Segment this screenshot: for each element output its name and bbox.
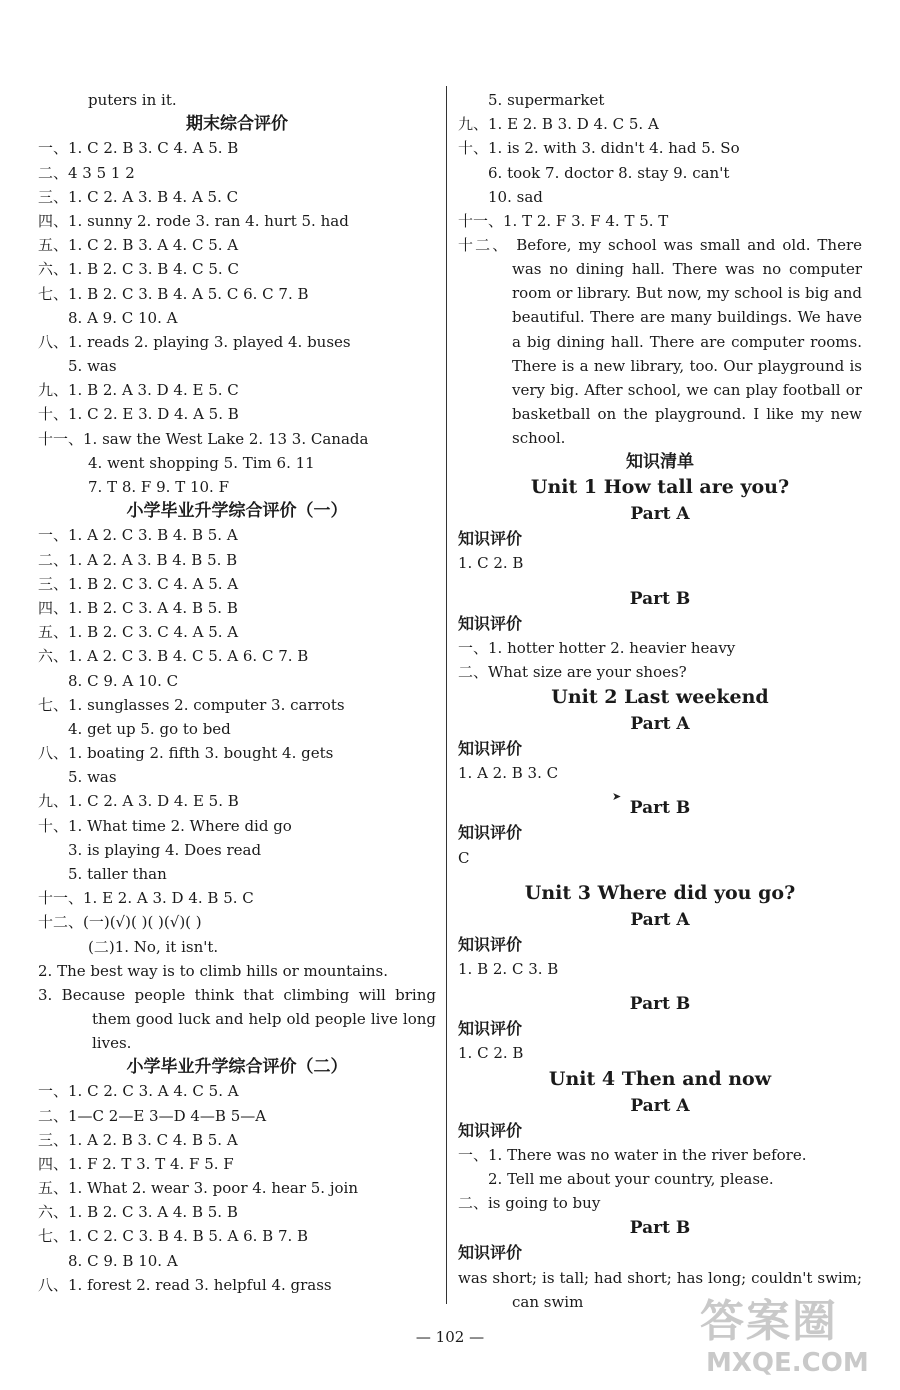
- unit-heading: Unit 1 How tall are you?: [530, 476, 790, 499]
- answer-paragraph: 2. The best way is to climb hills or mountains.: [38, 961, 389, 980]
- knowledge-eval-label: 知识评价: [458, 1019, 523, 1039]
- answer-line: 十、1. C 2. E 3. D 4. A 5. B: [38, 405, 239, 424]
- pen-mark-icon: ➤: [612, 790, 622, 803]
- answer-line: 8. A 9. C 10. A: [68, 308, 178, 327]
- answer-line: 一、1. C 2. C 3. A 4. C 5. A: [38, 1082, 239, 1101]
- knowledge-eval-label: 知识评价: [458, 1120, 523, 1140]
- part-heading: Part B: [629, 798, 691, 819]
- answer-line: 四、1. B 2. C 3. A 4. B 5. B: [38, 598, 238, 617]
- part-heading: Part B: [629, 1218, 691, 1239]
- answer-line: 1. C 2. B: [458, 1044, 524, 1063]
- section-heading: 知识清单: [626, 451, 694, 472]
- answer-line: 二、is going to buy: [458, 1194, 601, 1213]
- unit-heading: Unit 2 Last weekend: [551, 686, 769, 709]
- answer-line: 10. sad: [488, 187, 543, 206]
- spacer: [458, 981, 862, 991]
- answer-line: 7. T 8. F 9. T 10. F: [88, 478, 229, 496]
- part-heading: Part A: [630, 909, 690, 930]
- knowledge-eval-label: 知识评价: [458, 613, 523, 633]
- answer-line: 九、1. B 2. A 3. D 4. E 5. C: [38, 381, 239, 400]
- answer-line: 六、1. B 2. C 3. A 4. B 5. B: [38, 1203, 238, 1222]
- answer-line: 1. B 2. C 3. B: [458, 960, 559, 979]
- answer-line: 二、1—C 2—E 3—D 4—B 5—A: [38, 1106, 267, 1125]
- answer-line: 四、1. F 2. T 3. T 4. F 5. F: [38, 1154, 234, 1173]
- answer-line: 七、1. B 2. C 3. B 4. A 5. C 6. C 7. B: [38, 284, 309, 303]
- answer-line: 2. Tell me about your country, please.: [488, 1169, 774, 1188]
- unit-heading: Unit 3 Where did you go?: [524, 881, 796, 904]
- answer-line: 七、1. sunglasses 2. computer 3. carrots: [38, 695, 345, 714]
- knowledge-eval-label: 知识评价: [458, 823, 523, 843]
- answer-line: 三、1. B 2. C 3. C 4. A 5. A: [38, 574, 239, 593]
- answer-line: 五、1. What 2. wear 3. poor 4. hear 5. join: [38, 1179, 358, 1198]
- answer-line: 十一、1. E 2. A 3. D 4. B 5. C: [38, 889, 254, 908]
- right-column: [458, 88, 862, 1314]
- answer-line: 九、1. C 2. A 3. D 4. E 5. B: [38, 792, 239, 811]
- left-column: [38, 88, 436, 1297]
- answer-line: 七、1. C 2. C 3. B 4. B 5. A 6. B 7. B: [38, 1227, 309, 1246]
- spacer: [458, 870, 862, 880]
- answer-line: 三、1. A 2. B 3. C 4. B 5. A: [38, 1130, 238, 1149]
- answer-line: 6. took 7. doctor 8. stay 9. can't: [488, 163, 730, 182]
- answer-line: (二)1. No, it isn't.: [88, 937, 219, 956]
- knowledge-eval-label: 知识评价: [458, 1243, 523, 1263]
- answer-line: 1. C 2. B: [458, 554, 524, 573]
- answer-line: 九、1. E 2. B 3. D 4. C 5. A: [458, 115, 659, 134]
- answer-line: 十一、1. T 2. F 3. F 4. T 5. T: [458, 211, 669, 230]
- answer-line: 一、1. C 2. B 3. C 4. A 5. B: [38, 139, 239, 158]
- answer-line: 3. is playing 4. Does read: [68, 840, 262, 859]
- answer-line: 十一、1. saw the West Lake 2. 13 3. Canada: [38, 429, 369, 448]
- answer-line: 5. taller than: [68, 865, 167, 883]
- answer-line: 八、1. reads 2. playing 3. played 4. buses: [38, 332, 351, 351]
- answer-line: C: [458, 848, 470, 867]
- watermark-line1: 答案圈: [700, 1296, 838, 1347]
- answer-line: 4. get up 5. go to bed: [68, 719, 231, 738]
- column-divider: [446, 86, 447, 1304]
- part-heading: Part A: [630, 504, 690, 525]
- answer-line: 5. was: [68, 768, 117, 787]
- watermark-line2: MXQE.COM: [706, 1348, 869, 1378]
- answer-line: 8. C 9. B 10. A: [68, 1251, 178, 1270]
- knowledge-eval-label: 知识评价: [458, 739, 523, 759]
- answer-line: 一、1. hotter hotter 2. heavier heavy: [458, 638, 736, 657]
- answer-line: 十、1. is 2. with 3. didn't 4. had 5. So: [458, 139, 740, 158]
- knowledge-eval-label: 知识评价: [458, 934, 523, 954]
- answer-line: 五、1. B 2. C 3. C 4. A 5. A: [38, 623, 239, 642]
- answer-line: 十、1. What time 2. Where did go: [38, 816, 292, 835]
- answer-paragraph: was short; is tall; had short; has long; couldn't swim; can swim: [458, 1268, 862, 1311]
- answer-line: 一、1. There was no water in the river before.: [458, 1145, 807, 1164]
- answer-line: 1. A 2. B 3. C: [458, 764, 559, 783]
- answer-line: 二、What size are your shoes?: [458, 662, 687, 681]
- answer-line: 5. was: [68, 357, 117, 376]
- answer-line: 四、1. sunny 2. rode 3. ran 4. hurt 5. had: [38, 211, 349, 230]
- answer-line: 8. C 9. A 10. C: [68, 671, 179, 690]
- answer-paragraph: 3. Because people think that climbing will bring them good luck and help old people live long lives.: [38, 985, 436, 1053]
- answer-line: 十二、(一)(√)( )( )(√)( ): [38, 913, 202, 932]
- answer-line: 六、1. A 2. C 3. B 4. C 5. A 6. C 7. B: [38, 647, 309, 666]
- answer-line: 二、4 3 5 1 2: [38, 163, 135, 182]
- section-heading: 小学毕业升学综合评价（二）: [126, 1057, 348, 1078]
- answer-line: 一、1. A 2. C 3. B 4. B 5. A: [38, 526, 238, 545]
- answer-line: puters in it.: [88, 91, 177, 109]
- section-heading: 小学毕业升学综合评价（一）: [126, 501, 348, 522]
- answer-line: 六、1. B 2. C 3. B 4. C 5. C: [38, 260, 239, 279]
- watermark-logo: [700, 1296, 890, 1384]
- answer-line: 三、1. C 2. A 3. B 4. A 5. C: [38, 187, 239, 206]
- answer-line: 二、1. A 2. A 3. B 4. B 5. B: [38, 550, 238, 569]
- spacer: [458, 785, 862, 795]
- unit-heading: Unit 4 Then and now: [548, 1067, 772, 1090]
- answer-line: 4. went shopping 5. Tim 6. 11: [88, 453, 315, 472]
- part-heading: Part A: [630, 1095, 690, 1116]
- answer-line: 5. supermarket: [488, 91, 605, 109]
- part-heading: Part B: [629, 994, 691, 1015]
- spacer: [458, 576, 862, 586]
- page-number: — 102 —: [415, 1328, 485, 1346]
- part-heading: Part B: [629, 588, 691, 609]
- answer-paragraph: 十二、 Before, my school was small and old. There was no dining hall. There was no computer room or library. But now, my school is big and beautiful. There are many buildings. We have a big dining hall. There are computer rooms. There is a new library, too. Our playground is very big. After school, we can play football or basketball on the playground. I like my new school.: [458, 236, 862, 447]
- section-heading: 期末综合评价: [186, 114, 288, 135]
- knowledge-eval-label: 知识评价: [458, 529, 523, 549]
- answer-line: 八、1. forest 2. read 3. helpful 4. grass: [38, 1275, 332, 1294]
- answer-line: 五、1. C 2. B 3. A 4. C 5. A: [38, 236, 239, 255]
- part-heading: Part A: [630, 714, 690, 735]
- answer-line: 八、1. boating 2. fifth 3. bought 4. gets: [38, 744, 334, 763]
